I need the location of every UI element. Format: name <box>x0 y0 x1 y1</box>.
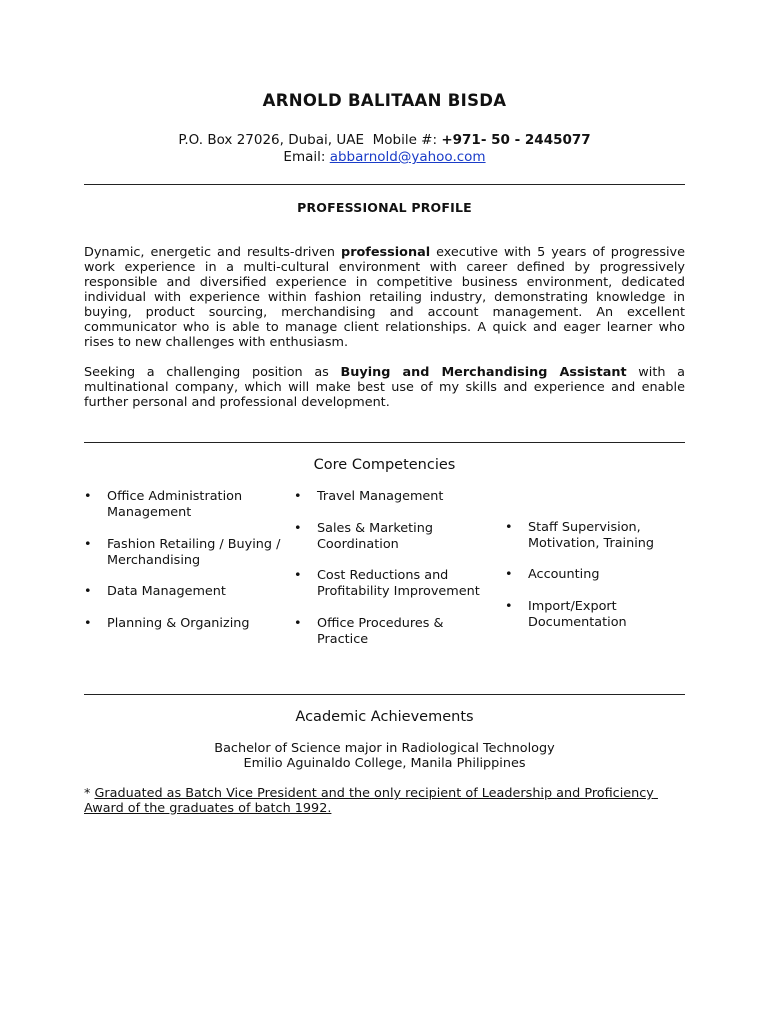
bullet: • <box>84 537 92 552</box>
address-mobile-line <box>84 132 685 149</box>
resume-page <box>84 0 685 1024</box>
profile-p1-bold: professional <box>341 245 431 260</box>
bullet: • <box>84 616 92 631</box>
degree-text: Bachelor of Science major in Radiological Technology <box>214 741 555 756</box>
bullet: • <box>294 568 302 583</box>
profile-p1-pre: Dynamic, energetic and results-driven <box>84 245 342 260</box>
competency-label: Sales & Marketing Coordination <box>317 521 433 552</box>
profile-title: PROFESSIONAL PROFILE <box>297 200 472 215</box>
competencies-title: Core Competencies <box>313 457 456 473</box>
address-mobile-label: P.O. Box 27026, Dubai, UAE Mobile #: <box>178 132 442 148</box>
competency-label: Staff Supervision, Motivation, Training <box>528 520 655 551</box>
competency-label: Travel Management <box>317 489 444 504</box>
bullet: • <box>294 489 302 504</box>
competency-label: Import/Export Documentation <box>528 599 627 630</box>
email-link[interactable]: abbarnold@yahoo.com <box>329 149 486 165</box>
objective-position: Buying and Merchandising Assistant <box>340 365 627 380</box>
academic-title: Academic Achievements <box>295 709 474 725</box>
competency-label: Accounting <box>528 567 600 582</box>
profile-p1-post: executive with 5 years of progressive work experience in a multi-cultural environment with career defined by progressively responsible and diversified experience in competitive business environment, dedicated individual with experience within fashion retailing industry, demonstrating knowledge in buying, product sourcing, merchandising and account management. An excellent communicator who is able to manage client relationships. A quick and eager learner who rises to new challenges with enthusiasm. <box>84 245 685 350</box>
bullet: • <box>294 521 302 536</box>
school-text: Emilio Aguinaldo College, Manila Philippines <box>243 756 526 771</box>
competency-label: Planning & Organizing <box>107 616 250 631</box>
profile-paragraph <box>84 245 685 350</box>
email-label: Email: <box>283 149 330 165</box>
competency-label: Data Management <box>107 584 226 599</box>
divider <box>84 184 685 185</box>
note-star: * <box>84 786 95 801</box>
bullet: • <box>505 567 513 582</box>
bullet: • <box>294 616 302 631</box>
note-text: Graduated as Batch Vice President and the only recipient of Leadership and Proficiency Award of the graduates of batch 1992. <box>84 786 658 816</box>
competency-label: Fashion Retailing / Buying / Merchandising <box>107 537 281 568</box>
mobile-number: +971- 50 - 2445077 <box>441 132 591 148</box>
bullet: • <box>505 520 513 535</box>
divider <box>84 442 685 443</box>
objective-post: with a multinational company, which will make best use of my skills and experience and enable further personal and professional development. <box>84 365 685 410</box>
competency-label: Office Administration Management <box>107 489 243 520</box>
bullet: • <box>84 489 92 504</box>
email-line <box>84 149 685 166</box>
competency-label: Office Procedures & Practice <box>317 616 444 647</box>
achievement-note <box>84 786 685 816</box>
bullet: • <box>505 599 513 614</box>
candidate-name: ARNOLD BALITAAN BISDA <box>262 91 507 110</box>
competency-label: Cost Reductions and Profitability Improvement <box>317 568 480 599</box>
divider <box>84 694 685 695</box>
objective-paragraph <box>84 365 685 410</box>
bullet: • <box>84 584 92 599</box>
objective-pre: Seeking a challenging position as <box>84 365 341 380</box>
